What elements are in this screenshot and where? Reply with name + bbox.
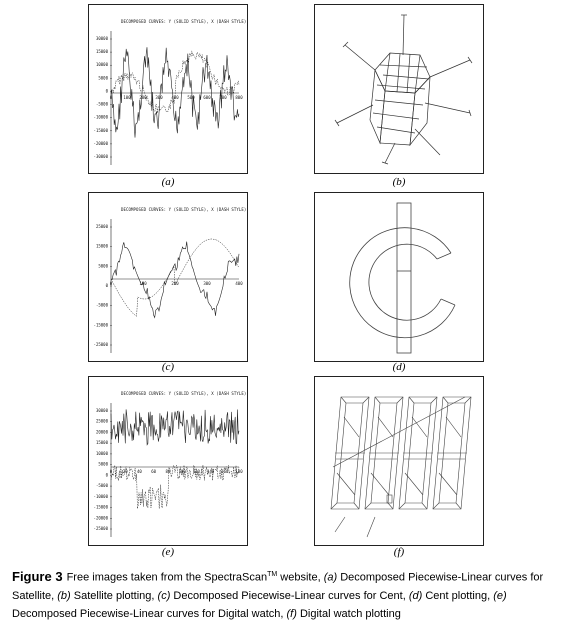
y-tick-label: 0 xyxy=(105,88,108,94)
x-tick-label: 600 xyxy=(203,95,211,100)
caption-c-label: (c) xyxy=(157,589,171,602)
y-tick-label: -5000 xyxy=(95,302,108,308)
y-tick-label: -5000 xyxy=(95,101,108,107)
y-tick-label: 30000 xyxy=(95,36,108,41)
x-tick-label: 400 xyxy=(171,95,179,100)
curve-solid xyxy=(111,242,239,318)
y-tick-label: 30000 xyxy=(95,408,108,413)
panel-b xyxy=(314,4,484,174)
satellite-drawing xyxy=(315,5,485,175)
y-tick-label: 15000 xyxy=(95,440,108,446)
y-tick-label: -15000 xyxy=(93,504,108,510)
panel-e xyxy=(88,376,248,546)
x-tick-label: 700 xyxy=(219,95,227,100)
x-tick-label: 100 xyxy=(139,281,147,286)
panel-a-chart xyxy=(89,5,249,175)
cent-drawing xyxy=(315,193,485,363)
caption-b-label: (b) xyxy=(57,589,71,602)
x-tick-label: 200 xyxy=(139,95,147,100)
y-tick-label: -30000 xyxy=(93,154,108,159)
y-tick-label: 10000 xyxy=(95,62,108,68)
caption-d-label: (d) xyxy=(408,589,423,602)
panel-f-label: (f) xyxy=(393,546,405,558)
panel-e-title: DECOMPOSED CURVES: Y (SOLID STYLE), X (DASH STYLE) xyxy=(121,391,247,396)
x-tick-label: 140 xyxy=(206,469,215,474)
caption-a-label: (a) xyxy=(323,571,338,584)
x-tick-label: 100 xyxy=(178,469,186,474)
caption-e-label: (e) xyxy=(493,589,507,602)
digital-watch-drawing xyxy=(315,377,485,547)
caption-c-text: Decomposed Piecewise-Linear curves for Cent, xyxy=(170,589,409,602)
x-tick-label: 500 xyxy=(187,95,195,100)
y-tick-label: 5000 xyxy=(98,263,108,269)
panel-d xyxy=(314,192,484,362)
caption-b-text: Satellite plotting, xyxy=(70,589,158,602)
trademark: TM xyxy=(267,571,278,578)
x-tick-label: 80 xyxy=(165,469,171,474)
panel-d-label: (d) xyxy=(392,361,406,373)
x-tick-label: 400 xyxy=(235,281,243,286)
x-tick-label: 60 xyxy=(151,469,157,474)
caption-f-label: (f) xyxy=(286,607,297,620)
y-tick-label: 10000 xyxy=(95,450,108,456)
caption-e-text: Decomposed Piecewise-Linear curves for Digital watch, xyxy=(12,607,287,620)
y-tick-label: -20000 xyxy=(93,515,108,521)
x-tick-label: 120 xyxy=(192,469,200,474)
panel-c-label: (c) xyxy=(161,361,175,373)
y-tick-label: 25000 xyxy=(95,224,108,229)
curve-solid xyxy=(111,409,239,444)
curve-dash xyxy=(111,465,239,509)
caption-a-text: Decomposed Piecewise-Linear curves for Satellite, xyxy=(12,571,544,602)
panel-a-title: DECOMPOSED CURVES: Y (SOLID STYLE), X (DASH STYLE) xyxy=(121,19,247,24)
panel-a-label: (a) xyxy=(161,176,175,188)
panel-c-title: DECOMPOSED CURVES: Y (SOLID STYLE), X (DASH STYLE) xyxy=(121,207,247,212)
y-tick-label: 15000 xyxy=(95,49,108,55)
y-tick-label: -15000 xyxy=(93,322,108,328)
y-tick-label: 15000 xyxy=(95,243,108,249)
y-tick-label: -15000 xyxy=(93,127,108,133)
x-tick-label: 200 xyxy=(171,281,179,286)
panel-c-chart xyxy=(89,193,249,363)
x-tick-label: 0 xyxy=(109,281,113,286)
panel-e-label: (e) xyxy=(161,546,175,558)
figure-caption xyxy=(12,566,560,623)
panel-f xyxy=(314,376,484,546)
y-tick-label: 5000 xyxy=(98,461,108,467)
y-tick-label: 25000 xyxy=(95,418,108,424)
x-tick-label: 100 xyxy=(123,95,131,100)
y-tick-label: -20000 xyxy=(93,140,108,146)
curve-dash xyxy=(111,239,239,316)
x-tick-label: 0 xyxy=(109,95,113,100)
panel-a xyxy=(88,4,248,174)
caption-d-text: Cent plotting, xyxy=(422,589,494,602)
y-tick-label: -25000 xyxy=(93,342,108,347)
y-tick-label: 0 xyxy=(105,472,108,478)
x-tick-label: 40 xyxy=(137,469,142,474)
y-tick-label: -10000 xyxy=(93,114,108,120)
y-tick-label: -5000 xyxy=(95,483,108,489)
caption-f-text: Digital watch plotting xyxy=(296,607,401,620)
y-tick-label: 20000 xyxy=(95,429,108,435)
caption-website: website, xyxy=(277,571,324,584)
y-tick-label: 5000 xyxy=(98,75,108,81)
x-tick-label: 160 xyxy=(221,469,229,474)
y-tick-label: -10000 xyxy=(93,493,108,499)
x-tick-label: 800 xyxy=(235,95,243,100)
x-tick-label: 20 xyxy=(122,469,128,474)
panel-b-label: (b) xyxy=(392,176,406,188)
x-tick-label: 0 xyxy=(109,469,113,474)
y-tick-label: -25000 xyxy=(93,526,108,531)
x-tick-label: 300 xyxy=(203,281,211,286)
x-tick-label: 180 xyxy=(235,469,243,474)
panel-c xyxy=(88,192,248,362)
x-tick-label: 300 xyxy=(155,95,163,100)
panel-e-chart xyxy=(89,377,249,547)
caption-intro: Free images taken from the SpectraScan xyxy=(66,571,268,584)
figure-number: Figure 3 xyxy=(12,568,63,584)
y-tick-label: 0 xyxy=(105,283,108,288)
